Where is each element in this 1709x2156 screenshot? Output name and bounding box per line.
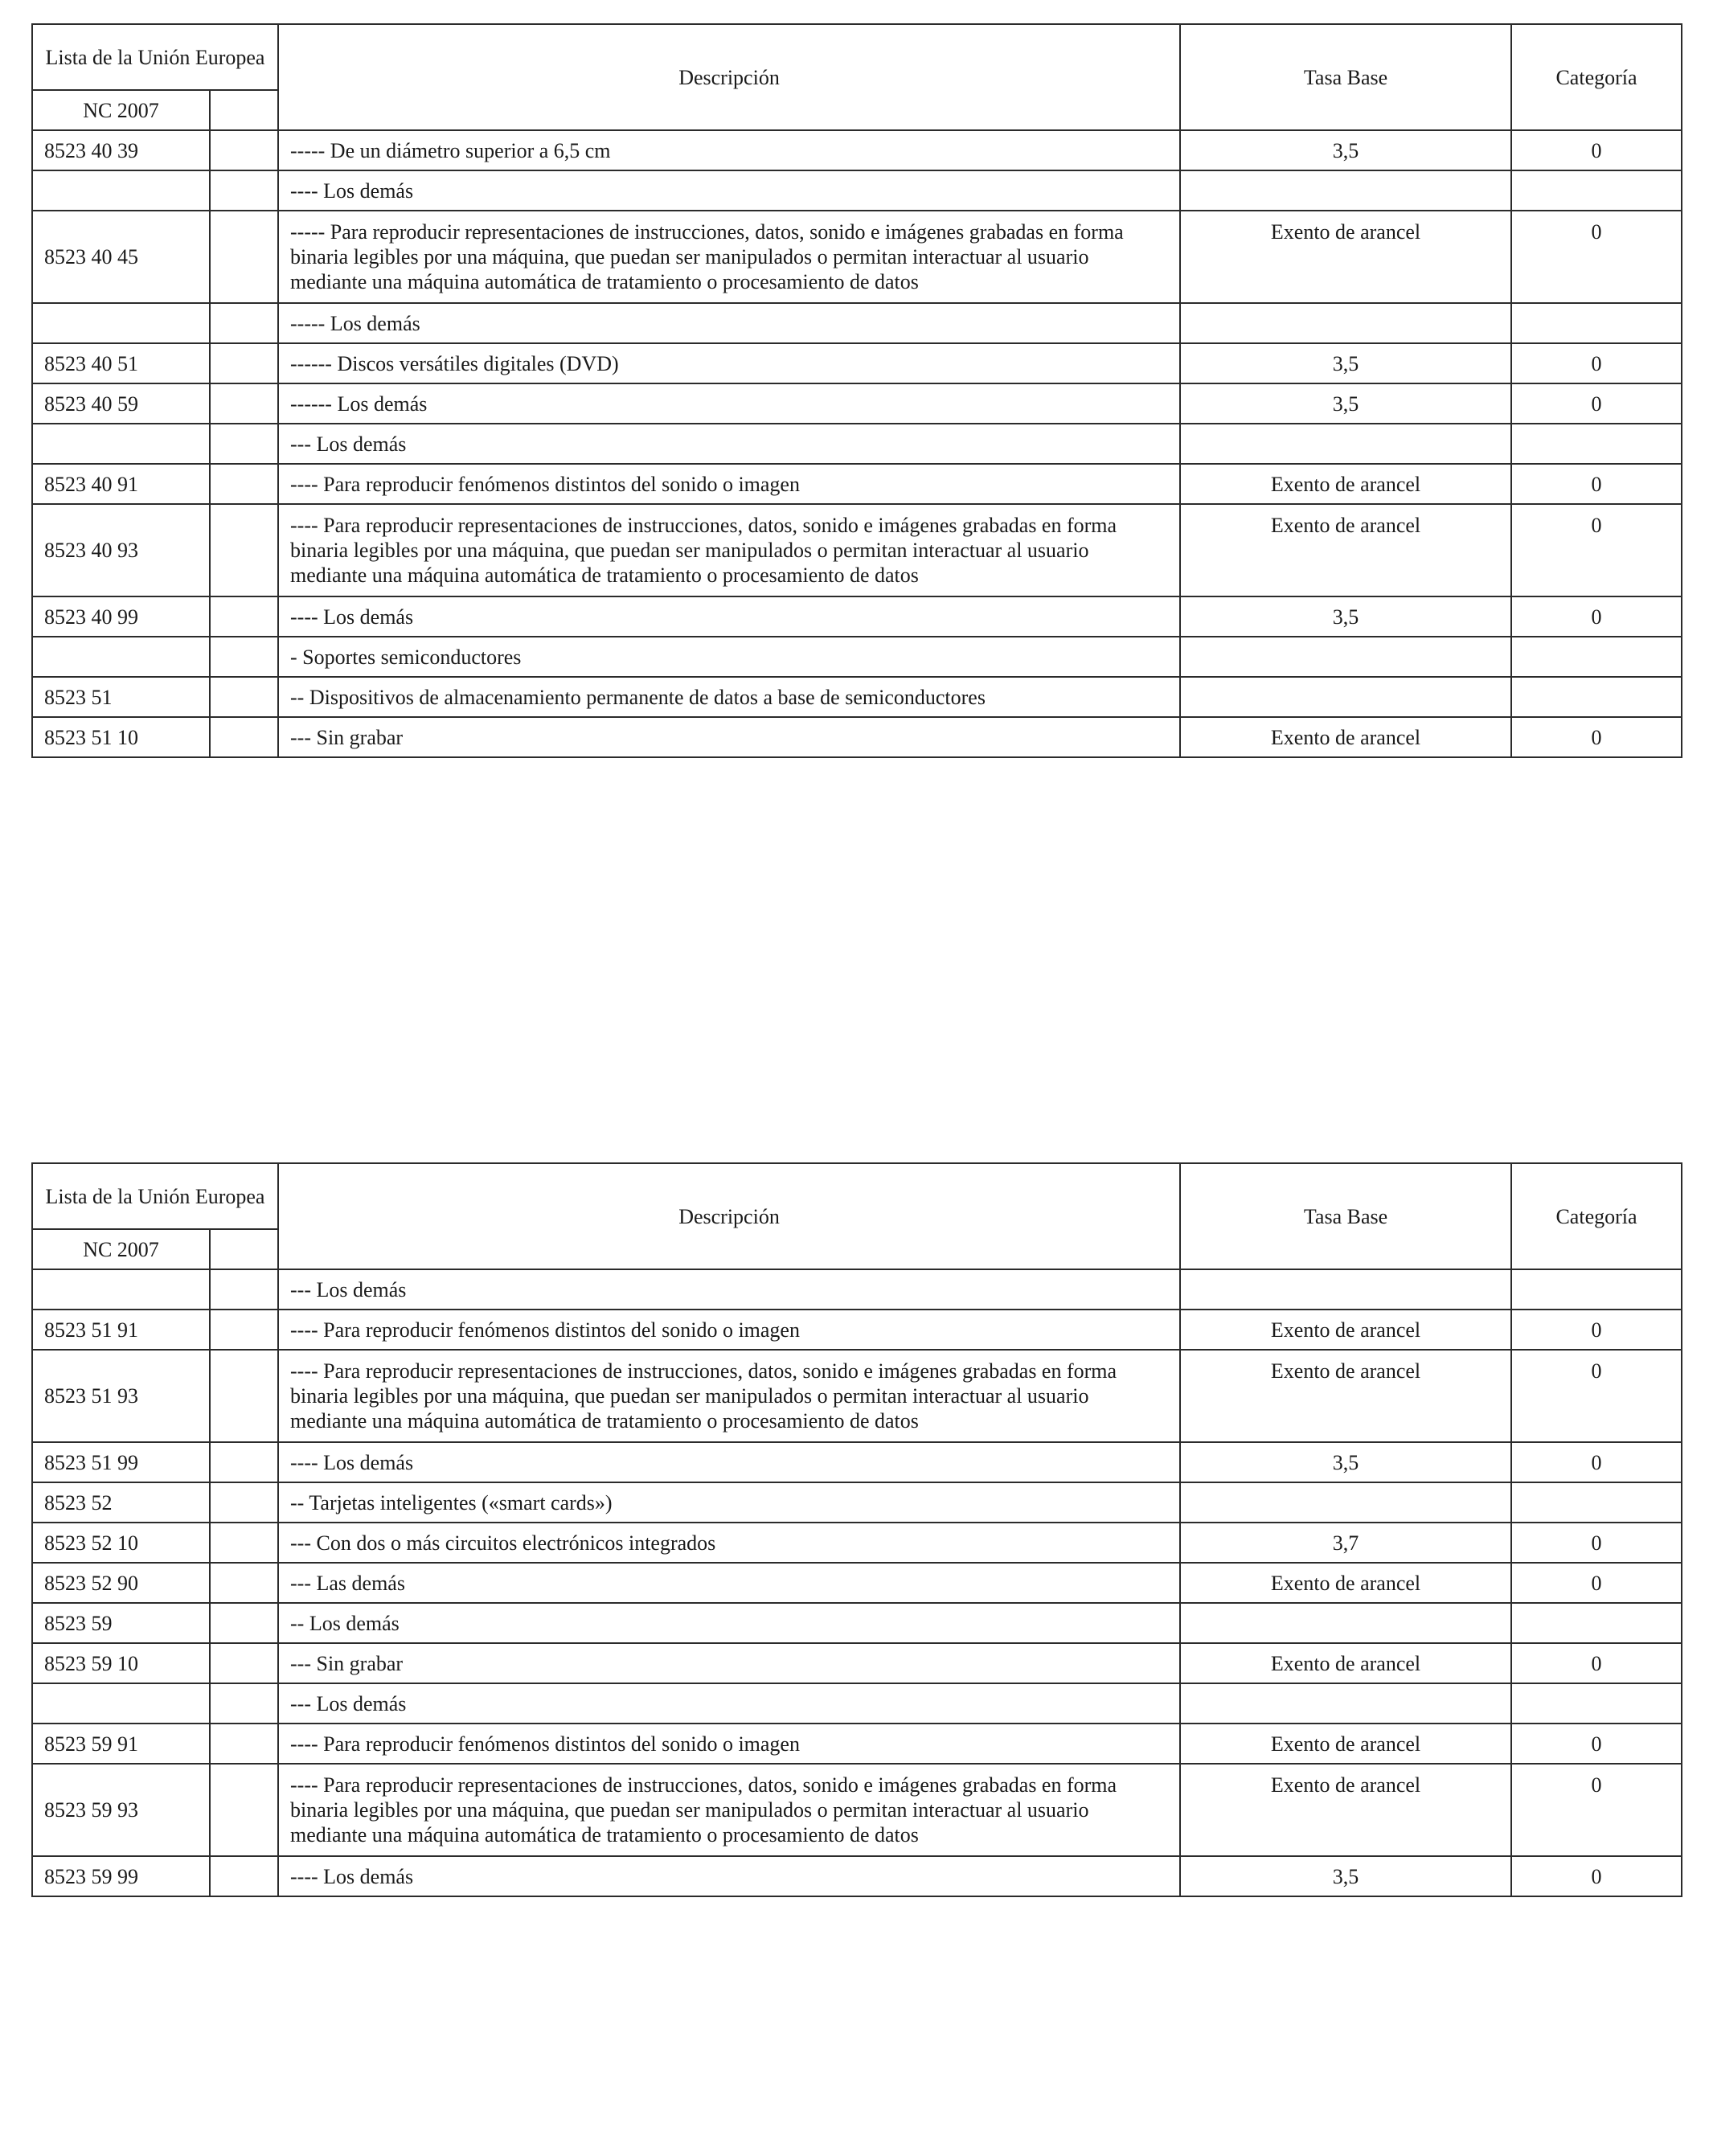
blank-cell [210, 1563, 278, 1603]
category-cell: 0 [1511, 1310, 1682, 1350]
table-row [32, 717, 1682, 757]
description-cell: ----- Los demás [278, 303, 1180, 343]
nc-header: NC 2007 [32, 1229, 210, 1269]
table-row [32, 424, 1682, 464]
nc-code-cell: 8523 40 91 [32, 464, 210, 504]
blank-cell [210, 717, 278, 757]
nc-code-cell: 8523 59 91 [32, 1724, 210, 1764]
list-header: Lista de la Unión Europea [32, 1163, 278, 1229]
description-cell: ---- Los demás [278, 596, 1180, 637]
description-cell: --- Los demás [278, 1683, 1180, 1724]
blank-cell [210, 1724, 278, 1764]
nc-code-cell: 8523 52 10 [32, 1523, 210, 1563]
description-cell: --- Sin grabar [278, 717, 1180, 757]
category-cell: 0 [1511, 1724, 1682, 1764]
description-header: Descripción [278, 24, 1180, 130]
nc-code-cell: 8523 40 51 [32, 343, 210, 383]
table-row [32, 1523, 1682, 1563]
nc-code-cell [32, 170, 210, 211]
rate-cell: Exento de arancel [1180, 1563, 1511, 1603]
description-cell: ------ Discos versátiles digitales (DVD) [278, 343, 1180, 383]
category-cell: 0 [1511, 504, 1682, 596]
category-cell: 0 [1511, 1563, 1682, 1603]
blank-cell [210, 1523, 278, 1563]
blank-cell [210, 424, 278, 464]
category-cell: 0 [1511, 130, 1682, 170]
description-cell: ---- Los demás [278, 170, 1180, 211]
tariff-table-2 [31, 1162, 1682, 1897]
description-cell: ---- Para reproducir fenómenos distintos del sonido o imagen [278, 464, 1180, 504]
list-header: Lista de la Unión Europea [32, 24, 278, 90]
nc-code-cell: 8523 51 91 [32, 1310, 210, 1350]
table-row [32, 383, 1682, 424]
category-header: Categoría [1511, 24, 1682, 130]
description-cell: ----- Para reproducir representaciones de instrucciones, datos, sonido e imágenes grabadas en forma binaria legibles por una máquina, que puedan ser manipulados o permitan interactuar al usuario mediante una máquina automática de tratamiento o procesamiento de datos [278, 211, 1180, 303]
nc-code-cell: 8523 51 [32, 677, 210, 717]
rate-cell [1180, 1269, 1511, 1310]
rate-cell: Exento de arancel [1180, 717, 1511, 757]
rate-cell [1180, 1683, 1511, 1724]
blank-cell [210, 1856, 278, 1896]
table-row [32, 211, 1682, 303]
nc-code-cell: 8523 59 93 [32, 1764, 210, 1856]
category-cell: 0 [1511, 1350, 1682, 1442]
category-cell: 0 [1511, 464, 1682, 504]
blank-cell [210, 464, 278, 504]
blank-cell [210, 211, 278, 303]
table-row [32, 1442, 1682, 1482]
description-cell: ---- Para reproducir fenómenos distintos del sonido o imagen [278, 1310, 1180, 1350]
table-row [32, 1856, 1682, 1896]
rate-cell: 3,5 [1180, 1442, 1511, 1482]
nc-code-cell: 8523 40 59 [32, 383, 210, 424]
table-row [32, 170, 1682, 211]
table-row [32, 1350, 1682, 1442]
rate-cell: 3,5 [1180, 596, 1511, 637]
rate-cell [1180, 424, 1511, 464]
description-cell: -- Dispositivos de almacenamiento permanente de datos a base de semiconductores [278, 677, 1180, 717]
blank-cell [210, 343, 278, 383]
description-cell: ---- Los demás [278, 1442, 1180, 1482]
category-cell [1511, 1603, 1682, 1643]
rate-cell [1180, 677, 1511, 717]
table-row [32, 637, 1682, 677]
nc-code-cell: 8523 52 90 [32, 1563, 210, 1603]
category-cell: 0 [1511, 1442, 1682, 1482]
rate-cell: Exento de arancel [1180, 1643, 1511, 1683]
rate-cell: Exento de arancel [1180, 211, 1511, 303]
nc-code-cell: 8523 40 99 [32, 596, 210, 637]
rate-cell: 3,5 [1180, 130, 1511, 170]
nc-code-cell: 8523 51 99 [32, 1442, 210, 1482]
rate-cell: Exento de arancel [1180, 1764, 1511, 1856]
table-row [32, 1310, 1682, 1350]
nc-code-cell: 8523 51 10 [32, 717, 210, 757]
blank-cell [210, 1643, 278, 1683]
category-cell [1511, 637, 1682, 677]
nc-code-cell [32, 1269, 210, 1310]
rate-cell [1180, 1603, 1511, 1643]
nc-code-cell: 8523 59 10 [32, 1643, 210, 1683]
category-cell: 0 [1511, 1643, 1682, 1683]
description-cell: ------ Los demás [278, 383, 1180, 424]
blank-cell [210, 1764, 278, 1856]
nc-code-cell: 8523 51 93 [32, 1350, 210, 1442]
table-row [32, 1643, 1682, 1683]
category-cell: 0 [1511, 383, 1682, 424]
table-row [32, 677, 1682, 717]
category-cell [1511, 1269, 1682, 1310]
category-cell: 0 [1511, 717, 1682, 757]
rate-header: Tasa Base [1180, 1163, 1511, 1269]
description-cell: ---- Para reproducir representaciones de instrucciones, datos, sonido e imágenes grabadas en forma binaria legibles por una máquina, que puedan ser manipulados o permitan interactuar al usuario mediante una máquina automática de tratamiento o procesamiento de datos [278, 504, 1180, 596]
table-1-body [32, 130, 1682, 757]
nc-code-cell [32, 424, 210, 464]
nc-code-cell: 8523 40 93 [32, 504, 210, 596]
blank-cell [210, 1350, 278, 1442]
category-cell [1511, 424, 1682, 464]
table-row [32, 1563, 1682, 1603]
rate-cell: 3,5 [1180, 1856, 1511, 1896]
nc-code-cell: 8523 40 39 [32, 130, 210, 170]
category-cell: 0 [1511, 1856, 1682, 1896]
description-cell: - Soportes semiconductores [278, 637, 1180, 677]
table-row [32, 343, 1682, 383]
nc-code-cell: 8523 40 45 [32, 211, 210, 303]
category-cell: 0 [1511, 596, 1682, 637]
description-header: Descripción [278, 1163, 1180, 1269]
category-cell: 0 [1511, 1764, 1682, 1856]
rate-header: Tasa Base [1180, 24, 1511, 130]
rate-cell: 3,5 [1180, 383, 1511, 424]
description-cell: ---- Para reproducir fenómenos distintos del sonido o imagen [278, 1724, 1180, 1764]
nc-header: NC 2007 [32, 90, 210, 130]
description-cell: -- Tarjetas inteligentes («smart cards») [278, 1482, 1180, 1523]
description-cell: ---- Los demás [278, 1856, 1180, 1896]
nc-code-cell: 8523 52 [32, 1482, 210, 1523]
rate-cell: Exento de arancel [1180, 1350, 1511, 1442]
table-row [32, 1482, 1682, 1523]
rate-cell [1180, 637, 1511, 677]
table-row [32, 596, 1682, 637]
table-row [32, 303, 1682, 343]
blank-cell [210, 596, 278, 637]
blank-cell [210, 1683, 278, 1724]
table-row [32, 504, 1682, 596]
nc-code-cell [32, 1683, 210, 1724]
category-cell: 0 [1511, 343, 1682, 383]
nc-code-cell [32, 303, 210, 343]
blank-cell [210, 637, 278, 677]
blank-cell [210, 130, 278, 170]
blank-cell [210, 1603, 278, 1643]
blank-cell [210, 1442, 278, 1482]
table-row [32, 1724, 1682, 1764]
description-cell: --- Las demás [278, 1563, 1180, 1603]
blank-cell [210, 170, 278, 211]
rate-cell: Exento de arancel [1180, 1310, 1511, 1350]
category-cell: 0 [1511, 1523, 1682, 1563]
category-cell [1511, 677, 1682, 717]
category-cell [1511, 1482, 1682, 1523]
category-cell [1511, 1683, 1682, 1724]
table-row [32, 1764, 1682, 1856]
description-cell: --- Con dos o más circuitos electrónicos integrados [278, 1523, 1180, 1563]
nc-code-cell: 8523 59 [32, 1603, 210, 1643]
description-cell: ----- De un diámetro superior a 6,5 cm [278, 130, 1180, 170]
description-cell: -- Los demás [278, 1603, 1180, 1643]
blank-cell [210, 1269, 278, 1310]
blank-cell [210, 677, 278, 717]
rate-cell [1180, 170, 1511, 211]
nc-code-cell [32, 637, 210, 677]
category-cell [1511, 170, 1682, 211]
nc-blank-header [210, 90, 278, 130]
table-2-body [32, 1269, 1682, 1896]
category-header: Categoría [1511, 1163, 1682, 1269]
rate-cell: Exento de arancel [1180, 464, 1511, 504]
table-row [32, 464, 1682, 504]
table-row [32, 130, 1682, 170]
table-row [32, 1269, 1682, 1310]
blank-cell [210, 1482, 278, 1523]
tariff-table-1 [31, 23, 1682, 758]
description-cell: ---- Para reproducir representaciones de instrucciones, datos, sonido e imágenes grabadas en forma binaria legibles por una máquina, que puedan ser manipulados o permitan interactuar al usuario mediante una máquina automática de tratamiento o procesamiento de datos [278, 1764, 1180, 1856]
table-row [32, 1683, 1682, 1724]
blank-cell [210, 1310, 278, 1350]
blank-cell [210, 383, 278, 424]
description-cell: --- Sin grabar [278, 1643, 1180, 1683]
rate-cell: 3,7 [1180, 1523, 1511, 1563]
rate-cell: Exento de arancel [1180, 1724, 1511, 1764]
nc-code-cell: 8523 59 99 [32, 1856, 210, 1896]
rate-cell: Exento de arancel [1180, 504, 1511, 596]
table-row [32, 1603, 1682, 1643]
category-cell: 0 [1511, 211, 1682, 303]
rate-cell: 3,5 [1180, 343, 1511, 383]
blank-cell [210, 504, 278, 596]
rate-cell [1180, 1482, 1511, 1523]
nc-blank-header [210, 1229, 278, 1269]
blank-cell [210, 303, 278, 343]
description-cell: ---- Para reproducir representaciones de instrucciones, datos, sonido e imágenes grabadas en forma binaria legibles por una máquina, que puedan ser manipulados o permitan interactuar al usuario mediante una máquina automática de tratamiento o procesamiento de datos [278, 1350, 1180, 1442]
description-cell: --- Los demás [278, 1269, 1180, 1310]
category-cell [1511, 303, 1682, 343]
rate-cell [1180, 303, 1511, 343]
description-cell: --- Los demás [278, 424, 1180, 464]
